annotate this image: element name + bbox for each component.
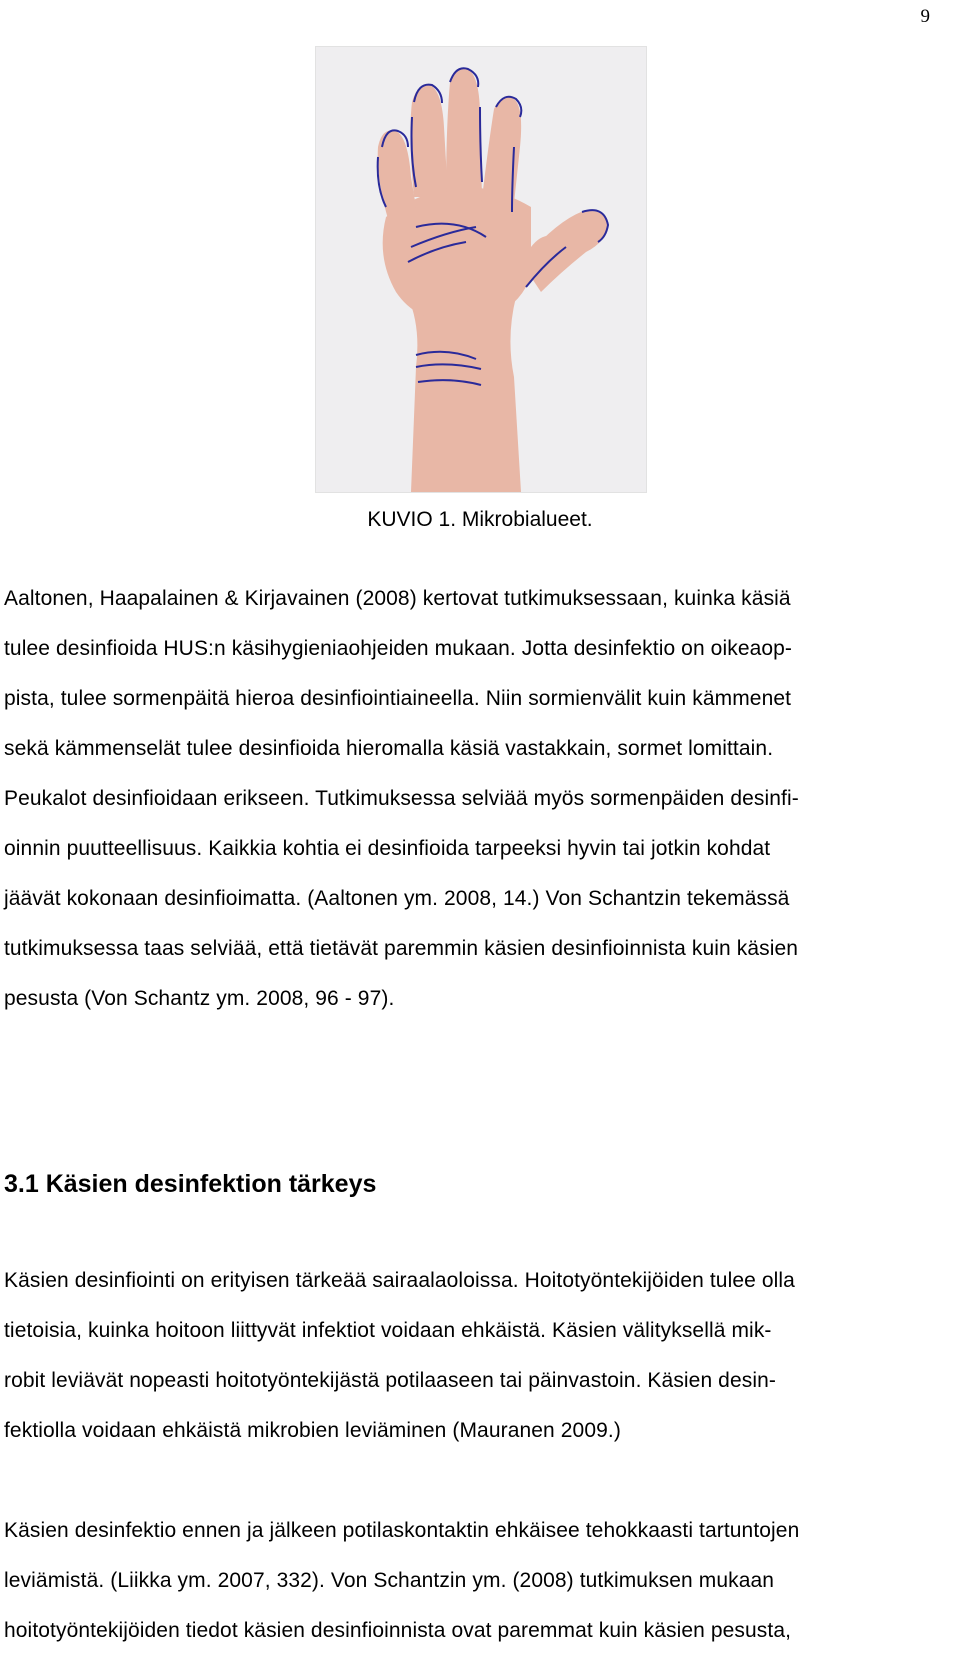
paragraph-line: robit leviävät nopeasti hoitotyöntekijästä potilaaseen tai päinvastoin. Käsien desin- [4, 1369, 776, 1392]
paragraph-line: sekä kämmenselät tulee desinfioida hieromalla käsiä vastakkain, sormet lomittain. [4, 737, 774, 760]
paragraph-line: Käsien desinfektio ennen ja jälkeen potilaskontaktin ehkäisee tehokkaasti tartuntojen [4, 1519, 800, 1542]
page-number: 9 [920, 6, 930, 27]
paragraph-line: tietoisia, kuinka hoitoon liittyvät infektiot voidaan ehkäistä. Käsien välityksellä mik- [4, 1319, 772, 1342]
paragraph-1 [4, 574, 949, 1024]
paragraph-line: tutkimuksessa taas selviää, että tietävät paremmin käsien desinfioinnista kuin käsien [4, 937, 799, 960]
thumb [521, 211, 608, 292]
paragraph-line: Käsien desinfiointi on erityisen tärkeää sairaalaoloissa. Hoitotyöntekijöiden tulee olla [4, 1269, 795, 1292]
paragraph-line: leviämistä. (Liikka ym. 2007, 332). Von Schantzin ym. (2008) tutkimuksen mukaan [4, 1569, 775, 1592]
forearm [408, 297, 521, 492]
paragraph-line: jäävät kokonaan desinfioimatta. (Aaltonen ym. 2008, 14.) Von Schantzin tekemässä [4, 887, 790, 910]
paragraph-line: pesusta (Von Schantz ym. 2008, 96 - 97). [4, 987, 395, 1010]
paragraph-line: Peukalot desinfioidaan erikseen. Tutkimuksessa selviää myös sormenpäiden desinfi- [4, 787, 799, 810]
paragraph-line: hoitotyöntekijöiden tiedot käsien desinfioinnista ovat paremmat kuin käsien pesusta, [4, 1619, 792, 1642]
figure-caption: KUVIO 1. Mikrobialueet. [367, 508, 593, 531]
hand-illustration [316, 47, 646, 492]
section-heading: 3.1 Käsien desinfektion tärkeys [4, 1170, 377, 1198]
paragraph-3 [4, 1506, 949, 1656]
paragraph-line: pista, tulee sormenpäitä hieroa desinfiointiaineella. Niin sormienvälit kuin kämmenet [4, 687, 792, 710]
paragraph-line: fektiolla voidaan ehkäistä mikrobien leviäminen (Mauranen 2009.) [4, 1419, 621, 1442]
paragraph-2 [4, 1256, 949, 1456]
paragraph-line: oinnin puutteellisuus. Kaikkia kohtia ei desinfioida tarpeeksi hyvin tai jotkin kohdat [4, 837, 771, 860]
hand-photo [315, 46, 647, 493]
paragraph-line: Aaltonen, Haapalainen & Kirjavainen (2008) kertovat tutkimuksessaan, kuinka käsiä [4, 587, 791, 610]
paragraph-line: tulee desinfioida HUS:n käsihygieniaohjeiden mukaan. Jotta desinfektio on oikeaop- [4, 637, 793, 660]
finger-middle [446, 68, 482, 197]
